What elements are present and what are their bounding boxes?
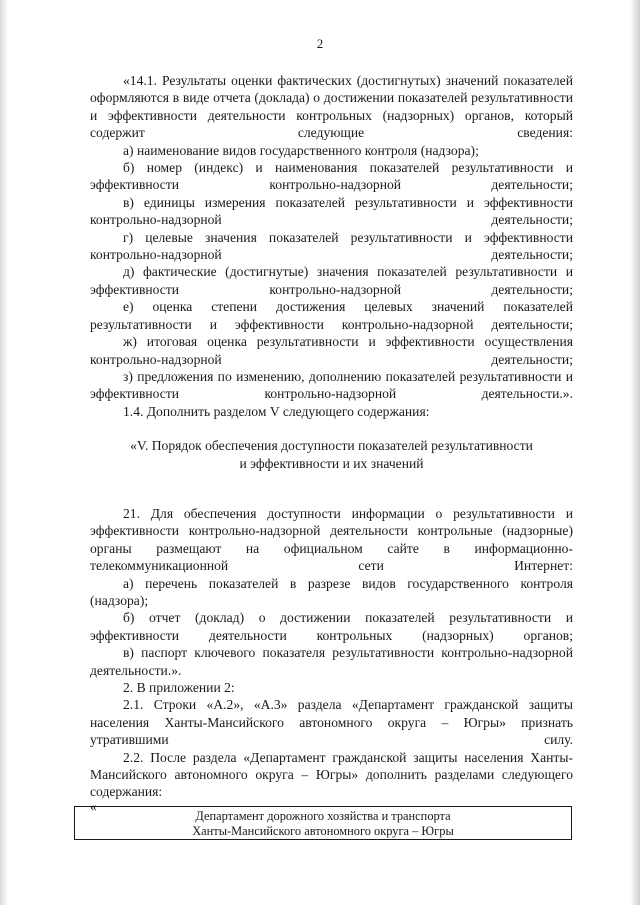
- page-number: 2: [316, 36, 324, 51]
- scan-edge-right: [630, 0, 640, 905]
- list-item-v: в) единицы измерения показателей результативности и эффективности контрольно-надзорной деятельности;: [90, 194, 573, 228]
- section-v-heading: [90, 437, 573, 472]
- list-item-21-a: а) перечень показателей в разрезе видов государственного контроля (надзора);: [90, 575, 573, 608]
- list-item-z: з) предложения по изменению, дополнению показателей результативности и эффективности контрольно-надзорной деятельности.».: [90, 368, 573, 402]
- paragraph-14-1: «14.1. Результаты оценки фактических (достигнутых) значений показателей оформляются в виде отчета (доклада) о достижении показателей результативности и эффективности деятельности контрольных (надзорных) органов, который содержит следующие сведения:: [90, 73, 573, 141]
- opening-quote: «: [90, 798, 97, 814]
- list-item-b: б) номер (индекс) и наименования показателей результативности и эффективности контрольно-надзорной деятельности;: [90, 160, 573, 193]
- list-item-21-v: в) паспорт ключевого показателя результативности контрольно-надзорной деятельности.».: [90, 645, 573, 678]
- dept-box-line1: Департамент дорожного хозяйства и транспорта: [195, 809, 451, 823]
- list-item-e: е) оценка степени достижения целевых значений показателей результативности и эффективности контрольно-надзорной деятельности;: [90, 299, 573, 332]
- section-heading-line1: «V. Порядок обеспечения доступности показателей результативности: [130, 438, 533, 454]
- paragraph-2-2: 2.2. После раздела «Департамент гражданской защиты населения Ханты-Мансийского автономного округа – Югры» дополнить разделами следующего содержания:: [90, 749, 573, 800]
- section-heading-line2: и эффективности и их значений: [239, 455, 424, 471]
- list-item-21-b: б) отчет (доклад) о достижении показателей результативности и эффективности деятельности контрольных (надзорных) органов;: [90, 610, 573, 643]
- document-body: [90, 72, 573, 813]
- paragraph-21: 21. Для обеспечения доступности информации о результативности и эффективности контрольно-надзорной деятельности контрольные (надзорные) органы размещают на официальном сайте в информационно-телекоммуникационной сети Интернет:: [90, 505, 573, 574]
- list-item-d: д) фактические (достигнутые) значения показателей результативности и эффективности контрольно-надзорной деятельности;: [90, 264, 573, 297]
- scan-edge-left: [0, 0, 8, 905]
- dept-box-line2: Ханты-Мансийского автономного округа – Югры: [192, 824, 454, 838]
- list-item-zh: ж) итоговая оценка результативности и эффективности осуществления контрольно-надзорной деятельности;: [90, 334, 573, 367]
- paragraph-1-4: 1.4. Дополнить разделом V следующего содержания:: [123, 403, 430, 419]
- list-item-a: а) наименование видов государственного контроля (надзора);: [123, 142, 479, 158]
- paragraph-2-1: 2.1. Строки «А.2», «А.3» раздела «Департамент гражданской защиты населения Ханты-Мансийского автономного округа – Югры» признать утратившими силу.: [90, 697, 573, 748]
- department-table-header: [74, 806, 572, 840]
- paragraph-2: 2. В приложении 2:: [123, 680, 235, 695]
- list-item-g: г) целевые значения показателей результативности и эффективности контрольно-надзорной деятельности;: [90, 229, 573, 263]
